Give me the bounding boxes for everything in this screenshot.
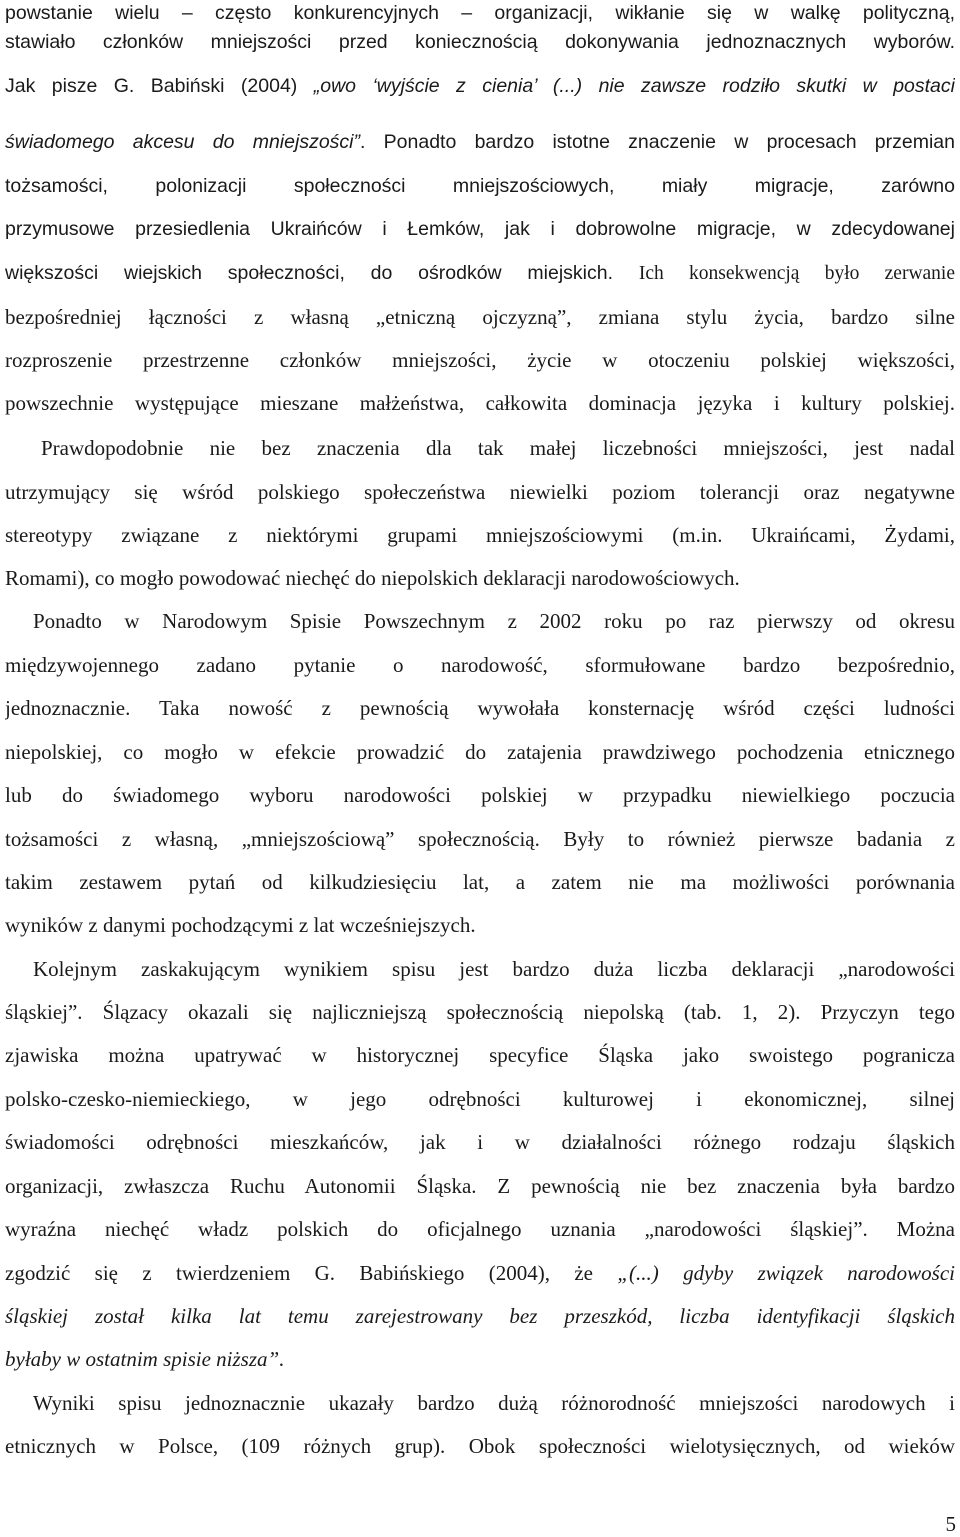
text-run: zgodzić się z twierdzeniem G. Babińskiego (2004), że (5, 1261, 618, 1285)
text-run: wyników z danymi pochodzącymi z lat wcześniejszych. (5, 913, 476, 937)
text-line (5, 127, 955, 157)
text-run: zjawiska można upatrywać w historycznej specyfice Śląska jako swoistego pogranicza (5, 1043, 955, 1067)
text-line (5, 1171, 955, 1201)
text-line (5, 737, 955, 767)
text-run: organizacji, zwłaszcza Ruchu Autonomii Śląska. Z pewnością nie bez znaczenia była bardzo (5, 1174, 955, 1198)
text-run: powstanie wielu – często konkurencyjnych – organizacji, wikłanie się w walkę polityczną, (5, 2, 955, 24)
text-run: tożsamości z własną, „mniejszościową” społecznością. Były to również pierwsze badania z (5, 827, 955, 851)
paragraph-first-line (5, 954, 955, 984)
text-run: . Ponadto bardzo istotne znaczenie w procesach przemian (360, 131, 955, 153)
text-line (5, 171, 955, 201)
quote-run: „owo ‘wyjście z cienia’ (...) nie zawsze rodziło skutki w postaci (313, 75, 955, 97)
text-run: stereotypy związane z niektórymi grupami mniejszościowymi (m.in. Ukraińcami, Żydami, (5, 523, 955, 547)
text-run: Ich konsekwencją było zerwanie (638, 263, 955, 284)
text-line (5, 780, 955, 810)
text-run: polsko-czesko-niemieckiego, w jego odrębności kulturowej i ekonomicznej, silnej (5, 1087, 955, 1111)
text-run: jednoznacznie. Taka nowość z pewnością wywołała konsternację wśród części ludności (5, 696, 955, 720)
text-run: Ponadto w Narodowym Spisie Powszechnym z 2002 roku po raz pierwszy od okresu (33, 609, 955, 633)
text-line (5, 1127, 955, 1157)
text-run: większości wiejskich społeczności, do ośrodków miejskich. (5, 262, 639, 284)
text-line (5, 910, 955, 940)
quote-run: „(...) gdyby związek narodowości (617, 1261, 955, 1285)
text-line (5, 71, 955, 101)
text-run: stawiało członków mniejszości przed koniecznością dokonywania jednoznacznych wyborów. (5, 31, 955, 53)
text-line (5, 0, 955, 28)
text-run: Jak pisze G. Babiński (2004) (5, 75, 314, 97)
quote-line (5, 1301, 955, 1331)
text-run: przymusowe przesiedlenia Ukraińców i Łemków, jak i dobrowolne migracje, w zdecydowanej (5, 218, 955, 240)
text-line (5, 477, 955, 507)
quote-run: byłaby w ostatnim spisie niższa”. (5, 1347, 285, 1371)
text-line (5, 824, 955, 854)
text-run: świadomości odrębności mieszkańców, jak i w działalności różnego rodzaju śląskich (5, 1130, 955, 1154)
text-run: Prawdopodobnie nie bez znaczenia dla tak małej liczebności mniejszości, jest nadal (41, 436, 955, 460)
text-run: etnicznych w Polsce, (109 różnych grup). Obok społeczności wielotysięcznych, od wieków (5, 1434, 955, 1458)
text-run: powszechnie występujące mieszane małżeństwa, całkowita dominacja języka i kultury polskiej. (5, 391, 955, 415)
text-line (5, 1258, 955, 1288)
text-line (5, 1040, 955, 1070)
text-run: lub do świadomego wyboru narodowości polskiej w przypadku niewielkiego poczucia (5, 783, 955, 807)
quote-line (5, 1344, 955, 1374)
text-line (5, 650, 955, 680)
text-run: Kolejnym zaskakującym wynikiem spisu jest bardzo duża liczba deklaracji „narodowości (33, 957, 955, 981)
text-run: utrzymujący się wśród polskiego społeczeństwa niewielki poziom tolerancji oraz negatywne (5, 480, 955, 504)
text-line (5, 1214, 955, 1244)
text-line (5, 997, 955, 1027)
text-line (5, 302, 955, 332)
text-run: bezpośredniej łączności z własną „etniczną ojczyzną”, zmiana stylu życia, bardzo silne (5, 305, 955, 329)
text-run: międzywojennego zadano pytanie o narodowość, sformułowane bardzo bezpośrednio, (5, 653, 955, 677)
text-line (5, 563, 955, 593)
text-line (5, 1084, 955, 1114)
text-line (5, 345, 955, 375)
text-line (5, 693, 955, 723)
text-line (5, 1431, 955, 1461)
paragraph-first-line (5, 1388, 955, 1418)
text-run: śląskiej”. Ślązacy okazali się najliczniejszą społecznością niepolską (tab. 1, 2). Przyczyn tego (5, 1000, 955, 1024)
paragraph-first-line (5, 433, 955, 463)
paragraph-first-line (5, 606, 955, 636)
text-run: Romami), co mogło powodować niechęć do niepolskich deklaracji narodowościowych. (5, 566, 740, 590)
quote-run: świadomego akcesu do mniejszości” (5, 131, 360, 153)
quote-run: śląskiej został kilka lat temu zarejestrowany bez przeszkód, liczba identyfikacji śląskich (5, 1304, 955, 1328)
text-line (5, 258, 955, 288)
text-line (5, 214, 955, 244)
text-run: Wyniki spisu jednoznacznie ukazały bardzo dużą różnorodność mniejszości narodowych i (33, 1391, 955, 1415)
text-run: takim zestawem pytań od kilkudziesięciu lat, a zatem nie ma możliwości porównania (5, 870, 955, 894)
text-run: rozproszenie przestrzenne członków mniejszości, życie w otoczeniu polskiej większości, (5, 348, 955, 372)
text-line (5, 27, 955, 57)
text-run: tożsamości, polonizacji społeczności mniejszościowych, miały migracje, zarówno (5, 175, 955, 197)
page-number: 5 (945, 1512, 956, 1536)
text-line (5, 867, 955, 897)
text-run: niepolskiej, co mogło w efekcie prowadzić do zatajenia prawdziwego pochodzenia etnicznego (5, 740, 955, 764)
text-line (5, 520, 955, 550)
text-run: wyraźna niechęć władz polskich do oficjalnego uznania „narodowości śląskiej”. Można (5, 1217, 955, 1241)
text-line (5, 388, 955, 418)
